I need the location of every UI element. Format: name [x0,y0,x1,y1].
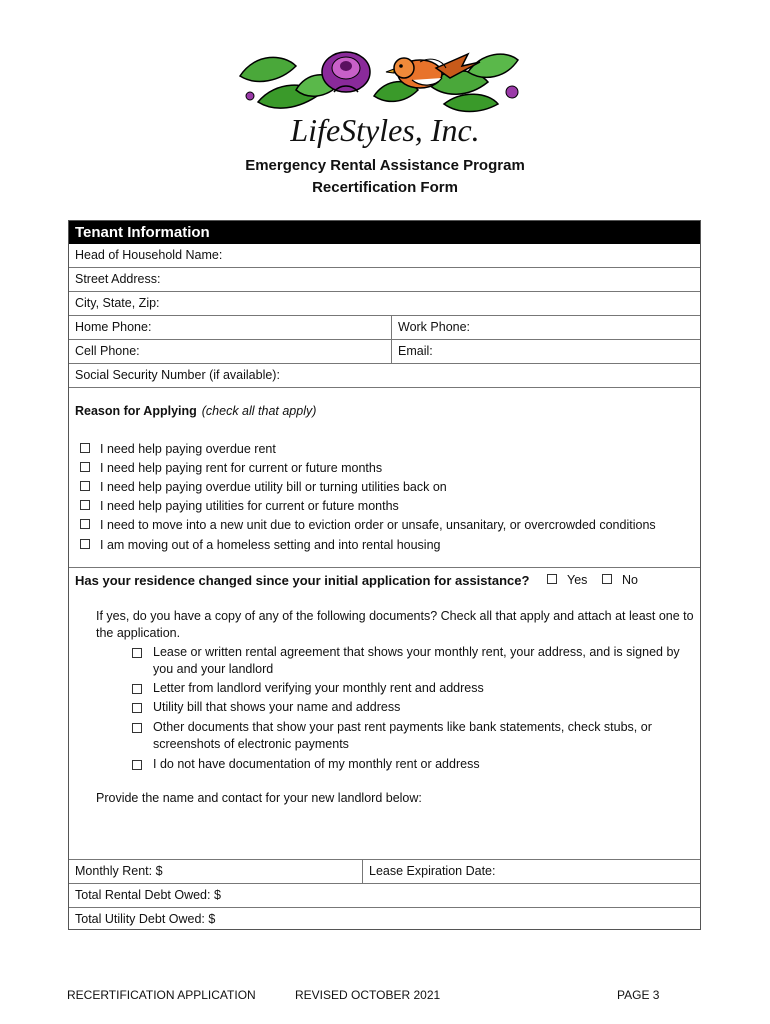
checkbox-icon[interactable] [602,574,612,584]
divider [69,567,700,568]
checkbox-icon[interactable] [80,462,90,472]
reason-option-label: I need help paying overdue utility bill or turning utilities back on [100,480,447,494]
rental-debt-field[interactable] [69,884,700,908]
form-title: Recertification Form [312,179,458,196]
no-label: No [622,573,638,587]
document-option[interactable] [132,680,692,697]
city-state-zip-field[interactable] [69,292,700,316]
flower-and-bird-logo-icon [236,44,522,114]
checkbox-icon[interactable] [132,684,142,694]
footer-center: REVISED OCTOBER 2021 [295,988,441,1002]
reason-option[interactable] [80,459,382,477]
street-address-field[interactable] [69,268,700,292]
rental-debt-label: Total Rental Debt Owed: $ [75,888,221,902]
checkbox-icon[interactable] [132,648,142,658]
yes-option[interactable] [547,573,587,587]
reason-option-label: I need help paying utilities for current or future months [100,499,399,513]
utility-debt-label: Total Utility Debt Owed: $ [75,912,216,926]
program-title: Emergency Rental Assistance Program [245,157,525,174]
document-option-label: Lease or written rental agreement that shows your monthly rent, your address, and is signed by you and your landlord [153,645,680,676]
document-option[interactable] [132,644,692,678]
document-option[interactable] [132,756,692,773]
document-option[interactable] [132,719,692,753]
work-phone-label: Work Phone: [398,320,471,334]
checkbox-icon[interactable] [132,760,142,770]
reason-heading [75,404,316,418]
cell-phone-label[interactable]: Cell Phone: [75,344,140,358]
documents-instructions: If yes, do you have a copy of any of the following documents? Check all that apply and attach at least one to the application. [96,609,694,640]
work-phone-field[interactable] [391,316,702,339]
reason-title: Reason for Applying [75,404,197,418]
reason-option[interactable] [80,497,399,515]
home-phone-label[interactable]: Home Phone: [75,320,152,334]
reason-option-label: I need help paying rent for current or future months [100,461,383,475]
ssn-label: Social Security Number (if available): [75,368,280,382]
reason-option-label: I am moving out of a homeless setting and into rental housing [100,538,441,552]
document-option-label: Utility bill that shows your name and address [153,700,401,714]
document-option-label: Letter from landlord verifying your monthly rent and address [153,681,484,695]
company-name: LifeStyles, Inc. [290,112,480,148]
yes-label: Yes [567,573,588,587]
residence-question: Has your residence changed since your initial application for assistance? [75,573,530,588]
recertification-form [68,220,701,930]
lease-expiration-field[interactable] [362,860,702,883]
no-option[interactable] [602,573,638,587]
monthly-rent-label[interactable]: Monthly Rent: $ [75,864,163,878]
reason-option[interactable] [80,478,447,496]
checkbox-icon[interactable] [547,574,557,584]
landlord-prompt: Provide the name and contact for your new landlord below: [96,791,422,805]
reason-option[interactable] [80,516,656,534]
document-option-label: Other documents that show your past rent payments like bank statements, check stubs, or screenshots of electronic payments [153,720,652,751]
ssn-field[interactable] [69,364,700,388]
city-state-zip-label: City, State, Zip: [75,296,160,310]
checkbox-icon[interactable] [80,519,90,529]
utility-debt-field[interactable] [69,908,700,932]
reason-option[interactable] [80,440,276,458]
lease-expiration-label: Lease Expiration Date: [369,864,496,878]
reason-option-label: I need to move into a new unit due to eviction order or unsafe, unsanitary, or overcrowded conditions [100,518,656,532]
cell-email-row [69,340,700,364]
footer-page-number: PAGE 3 [617,988,660,1002]
checkbox-icon[interactable] [80,443,90,453]
checkbox-icon[interactable] [132,703,142,713]
monthly-rent-row [69,860,700,884]
reason-option[interactable] [80,536,440,554]
street-address-label: Street Address: [75,272,161,286]
email-field[interactable] [391,340,702,363]
checkbox-icon[interactable] [80,539,90,549]
phone-row [69,316,700,340]
email-label: Email: [398,344,433,358]
footer-left: RECERTIFICATION APPLICATION [67,988,256,1002]
head-of-household-field[interactable] [69,244,700,268]
tenant-section-header: Tenant Information [69,221,700,244]
checkbox-icon[interactable] [80,481,90,491]
reason-option-label: I need help paying overdue rent [100,442,276,456]
head-of-household-label: Head of Household Name: [75,248,223,262]
reason-hint: (check all that apply) [201,404,317,418]
checkbox-icon[interactable] [80,500,90,510]
document-option-label: I do not have documentation of my monthly rent or address [153,757,480,771]
checkbox-icon[interactable] [132,723,142,733]
document-option[interactable] [132,699,692,716]
